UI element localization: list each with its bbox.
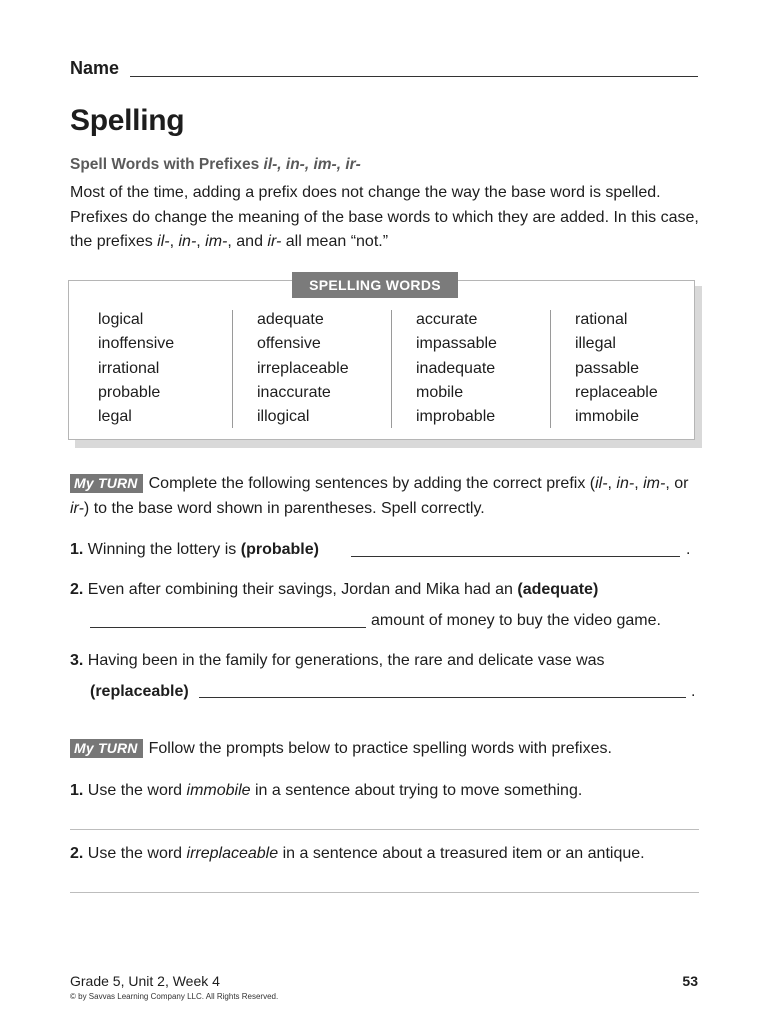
copyright-notice: © by Savvas Learning Company LLC. All Rights Reserved. <box>70 992 279 1001</box>
question-text: Winning the lottery is <box>87 541 241 558</box>
instr-prefix-il: il- <box>595 475 608 492</box>
instr-text-a: Complete the following sentences by adding the correct prefix ( <box>148 475 596 492</box>
instr-text: Follow the prompts below to practice spelling words with prefixes. <box>148 740 612 757</box>
spelling-word: impassable <box>416 335 497 353</box>
column-divider <box>232 310 233 428</box>
prompt-1 <box>70 782 582 800</box>
spelling-word: offensive <box>257 335 321 353</box>
spelling-word: probable <box>98 383 161 401</box>
word-column-3 <box>416 308 497 429</box>
my-turn-badge: My TURN <box>70 739 143 758</box>
base-word <box>90 683 189 701</box>
spelling-word: adequate <box>257 311 324 328</box>
answer-line-3[interactable] <box>199 697 686 698</box>
question-2-continuation: amount of money to buy the video game. <box>371 612 661 629</box>
base-word: (probable) <box>240 541 319 558</box>
intro-prefix-ir: ir- <box>267 233 282 250</box>
spelling-word: illogical <box>257 408 310 426</box>
base-word-text: (replaceable) <box>90 683 189 700</box>
intro-prefix-im: im- <box>205 233 228 250</box>
section1-instructions: My TURN Complete the following sentences by adding the correct prefix (il-, in-, im-, or ir-) to the base word shown in parentheses. Spell correctly. <box>70 475 689 517</box>
intro-prefix-in: in- <box>178 233 197 250</box>
answer-line-2[interactable] <box>90 627 366 628</box>
grade-label: Grade 5, Unit 2, Week 4 <box>70 973 220 989</box>
question-text: Having been in the family for generations, the rare and delicate vase was <box>87 652 605 669</box>
instr-prefix-in: in- <box>616 475 635 492</box>
subheading-text: Spell Words with Prefixes <box>70 156 264 173</box>
page-title: Spelling <box>70 104 185 137</box>
spelling-words-tab: SPELLING WORDS <box>292 272 458 298</box>
question-number: 1. <box>70 541 84 558</box>
answer-rule-2[interactable] <box>70 892 699 893</box>
answer-line-1[interactable] <box>351 556 680 557</box>
answer-rule-1[interactable] <box>70 829 699 830</box>
column-divider <box>391 310 392 428</box>
question-1 <box>70 541 319 559</box>
prompt-pre: Use the word <box>87 782 187 799</box>
question-2 <box>70 581 598 599</box>
intro-text: Most of the time, adding a prefix does not change the way the base word is spelled. Prefixes do change the meaning of the base words to which they are added. In this case, the prefixes <box>70 184 699 250</box>
spelling-word: immobile <box>575 408 640 426</box>
spelling-word: inoffensive <box>98 335 175 353</box>
word-column-4 <box>575 308 658 429</box>
page-number: 53 <box>682 973 698 989</box>
prompt-pre: Use the word <box>87 845 187 862</box>
spelling-word: irreplaceable <box>257 359 349 377</box>
my-turn-badge: My TURN <box>70 474 143 493</box>
lesson-intro: Most of the time, adding a prefix does not change the way the base word is spelled. Prefixes do change the meaning of the base words to which they are added. In this case, the prefixes il-, in-, im-, and ir- all mean “not.” <box>70 184 699 250</box>
spelling-word: replaceable <box>575 383 658 401</box>
spelling-word: improbable <box>416 408 496 426</box>
name-input-line[interactable] <box>130 76 698 77</box>
prompt-number: 2. <box>70 845 84 862</box>
instr-or: , or <box>665 475 689 492</box>
prompt-2 <box>70 845 645 863</box>
instr-text-b: ) to the base word shown in parentheses. Spell correctly. <box>83 499 485 517</box>
subheading-prefixes: il-, in-, im-, ir- <box>263 156 361 173</box>
prompt-post: in a sentence about a treasured item or an antique. <box>278 845 645 862</box>
lesson-subheading <box>70 156 361 174</box>
spelling-word: inaccurate <box>257 383 331 401</box>
spelling-word: mobile <box>416 383 464 401</box>
name-label: Name <box>70 58 120 78</box>
spelling-word: logical <box>98 311 144 328</box>
prompt-word: irreplaceable <box>186 845 279 862</box>
question-3-period: . <box>691 683 696 700</box>
question-number: 3. <box>70 652 84 669</box>
instr-prefix-im: im- <box>643 475 666 492</box>
prompt-post: in a sentence about trying to move something. <box>250 782 583 799</box>
spelling-word: irrational <box>98 359 160 377</box>
intro-prefix-il: il- <box>157 233 170 250</box>
prompt-word: immobile <box>186 782 251 799</box>
base-word: (adequate) <box>517 581 599 598</box>
question-text: Even after combining their savings, Jordan and Mika had an <box>87 581 518 598</box>
spelling-word: passable <box>575 359 640 377</box>
question-3 <box>70 652 605 670</box>
word-column-2 <box>257 308 349 429</box>
intro-and: , and <box>227 233 268 250</box>
question-1-period: . <box>686 541 691 558</box>
prompt-number: 1. <box>70 782 84 799</box>
name-row <box>70 58 698 80</box>
spelling-word: accurate <box>416 311 478 328</box>
column-divider <box>550 310 551 428</box>
spelling-word: illegal <box>575 335 616 353</box>
spelling-word: legal <box>98 408 132 426</box>
instr-prefix-ir: ir- <box>70 499 84 517</box>
question-number: 2. <box>70 581 84 598</box>
word-column-1 <box>98 308 174 429</box>
spelling-word: rational <box>575 311 628 328</box>
section2-instructions <box>70 737 700 762</box>
intro-end: all mean “not.” <box>281 233 389 250</box>
spelling-word: inadequate <box>416 359 496 377</box>
